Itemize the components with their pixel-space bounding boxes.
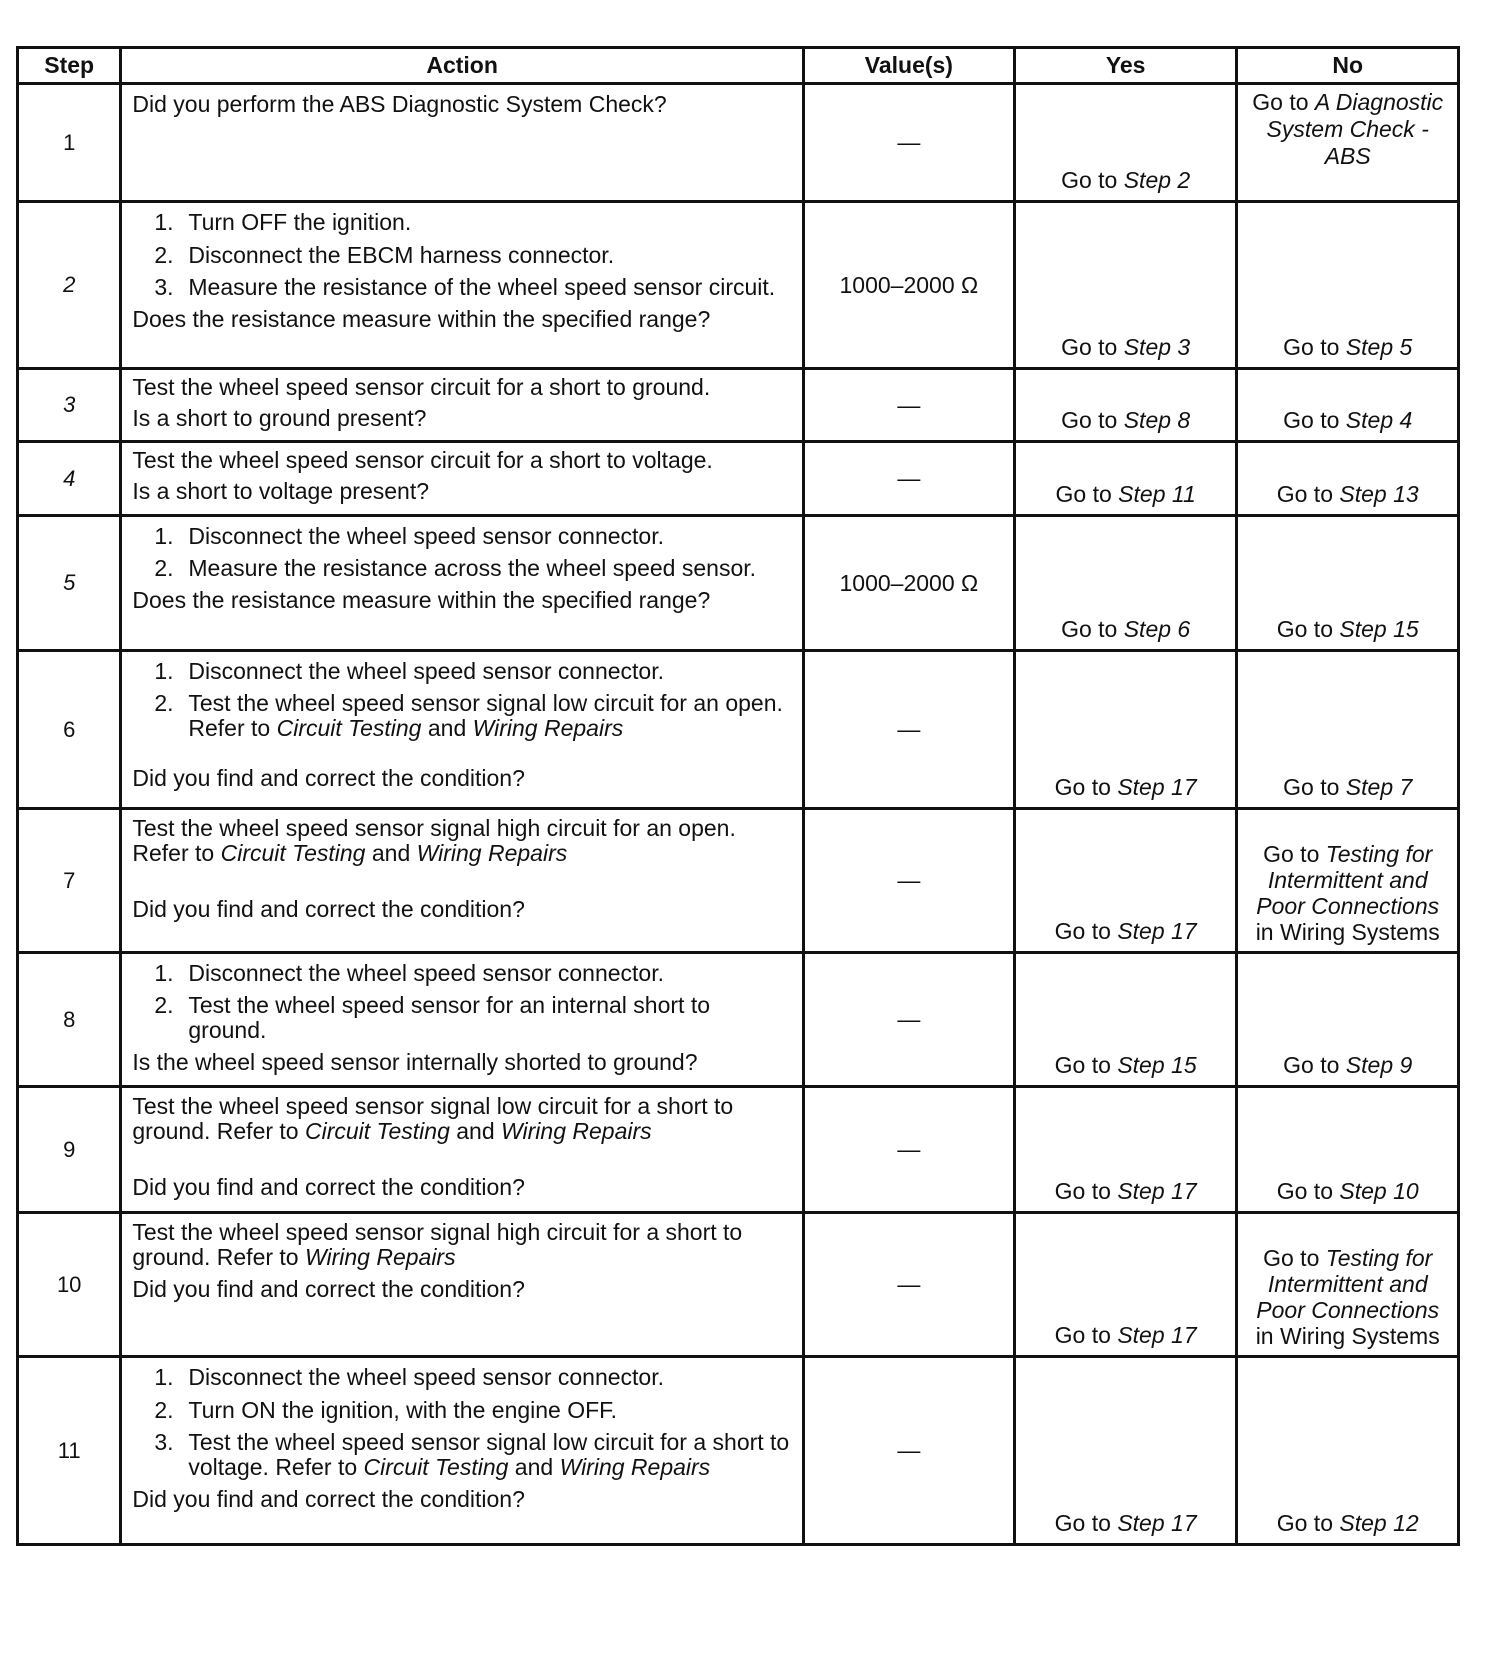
- reference-link[interactable]: Wiring Repairs: [304, 1244, 456, 1270]
- action-question: Does the resistance measure within the specified range?: [132, 306, 711, 332]
- action-cell: [121, 442, 804, 516]
- yes-prefix: Go to: [1054, 1322, 1111, 1348]
- reference-link[interactable]: Circuit Testing: [220, 840, 366, 866]
- action-question: Did you find and correct the condition?: [132, 1486, 525, 1512]
- action-text: Test the wheel speed sensor signal high circuit for an open. Refer to Circuit Testing and Wiring Repairs: [132, 815, 736, 866]
- no-cell: [1237, 1213, 1459, 1357]
- step-number: 2: [18, 202, 121, 369]
- table-row: [18, 516, 1459, 651]
- table-row: [18, 84, 1459, 202]
- header-yes: Yes: [1014, 48, 1237, 84]
- step-number: 4: [18, 442, 121, 516]
- no-cell: [1237, 84, 1459, 202]
- step-number: 6: [18, 651, 121, 809]
- header-no: No: [1237, 48, 1459, 84]
- yes-cell: [1014, 651, 1237, 809]
- yes-target: Step 2: [1123, 167, 1191, 193]
- no-target: Testing for Intermittent and Poor Connections: [1256, 1245, 1440, 1323]
- yes-cell: [1014, 84, 1237, 202]
- list-item: 2. Disconnect the EBCM harness connector.: [154, 242, 615, 268]
- no-target: Step 4: [1345, 407, 1413, 433]
- no-cell: [1237, 369, 1459, 442]
- action-text: Test the wheel speed sensor signal low circuit for an open. Refer to: [188, 690, 783, 741]
- list-item: 2. Measure the resistance across the wheel speed sensor.: [154, 555, 757, 581]
- yes-cell: [1014, 1357, 1237, 1545]
- no-prefix: Go to: [1283, 774, 1340, 800]
- yes-prefix: Go to: [1054, 774, 1111, 800]
- no-cell: [1237, 516, 1459, 651]
- reference-link[interactable]: Circuit Testing: [276, 715, 422, 741]
- yes-cell: [1014, 953, 1237, 1087]
- action-text: Test the wheel speed sensor signal low circuit for a short to ground. Refer to Circuit Testing and Wiring Repairs: [132, 1093, 734, 1144]
- no-prefix: Go to: [1276, 481, 1333, 507]
- list-item: 1. Disconnect the wheel speed sensor connector.: [154, 960, 664, 986]
- action-cell: [121, 1357, 804, 1545]
- action-cell: [121, 202, 804, 369]
- reference-link[interactable]: Wiring Repairs: [472, 715, 624, 741]
- no-prefix: Go to: [1276, 1510, 1333, 1536]
- yes-target: Step 17: [1117, 1178, 1197, 1204]
- action-cell: [121, 516, 804, 651]
- yes-target: Step 17: [1117, 774, 1197, 800]
- value-cell: —: [803, 369, 1014, 442]
- action-question: Is the wheel speed sensor internally shorted to ground?: [132, 1049, 698, 1075]
- no-cell: [1237, 442, 1459, 516]
- action-question: Did you find and correct the condition?: [132, 1174, 525, 1200]
- list-item: 2. Test the wheel speed sensor for an internal short to ground.: [154, 992, 711, 1043]
- yes-target: Step 11: [1118, 481, 1196, 507]
- no-target: A Diagnostic System Check - ABS: [1266, 89, 1444, 169]
- yes-cell: [1014, 202, 1237, 369]
- no-prefix: Go to: [1252, 89, 1309, 115]
- table-row: [18, 1357, 1459, 1545]
- list-item: 1. Disconnect the wheel speed sensor connector.: [154, 1364, 664, 1390]
- table-row: [18, 1213, 1459, 1357]
- action-text: Test the wheel speed sensor signal low circuit for a short to voltage. Refer to: [188, 1429, 790, 1480]
- action-question: Did you find and correct the condition?: [132, 765, 525, 791]
- table-row: [18, 651, 1459, 809]
- action-cell: [121, 1087, 804, 1213]
- yes-target: Step 17: [1117, 1510, 1197, 1536]
- action-text: Test the wheel speed sensor circuit for a short to ground.: [132, 374, 711, 400]
- list-item: 3. Test the wheel speed sensor signal low circuit for a short to voltage. Refer to Circuit Testing and Wiring Repairs: [154, 1429, 790, 1480]
- no-target: Step 13: [1339, 481, 1419, 507]
- header-values: Value(s): [803, 48, 1014, 84]
- yes-target: Step 6: [1123, 616, 1191, 642]
- action-question: Is a short to voltage present?: [132, 478, 429, 504]
- no-target: Step 15: [1339, 616, 1419, 642]
- no-target: Step 5: [1345, 334, 1413, 360]
- table-row: [18, 1087, 1459, 1213]
- yes-prefix: Go to: [1054, 1178, 1111, 1204]
- value-cell: —: [803, 1213, 1014, 1357]
- action-cell: [121, 953, 804, 1087]
- yes-target: Step 8: [1123, 407, 1191, 433]
- value-cell: —: [803, 953, 1014, 1087]
- yes-cell: [1014, 1213, 1237, 1357]
- no-cell: [1237, 1357, 1459, 1545]
- step-number: 9: [18, 1087, 121, 1213]
- value-cell: 1000–2000 Ω: [803, 202, 1014, 369]
- list-item: 1. Turn OFF the ignition.: [154, 209, 412, 235]
- reference-link[interactable]: Circuit Testing: [363, 1454, 509, 1480]
- action-cell: [121, 1213, 804, 1357]
- no-cell: [1237, 202, 1459, 369]
- yes-cell: [1014, 442, 1237, 516]
- step-number: 11: [18, 1357, 121, 1545]
- action-text: Test the wheel speed sensor signal high circuit for a short to ground. Refer to Wiring Repairs: [132, 1219, 743, 1270]
- list-item: 2. Turn ON the ignition, with the engine OFF.: [154, 1397, 618, 1423]
- step-number: 7: [18, 809, 121, 953]
- table-row: [18, 369, 1459, 442]
- yes-cell: [1014, 1087, 1237, 1213]
- yes-target: Step 17: [1117, 918, 1197, 944]
- no-cell: [1237, 651, 1459, 809]
- action-cell: [121, 651, 804, 809]
- value-cell: —: [803, 651, 1014, 809]
- no-target: Step 12: [1339, 1510, 1419, 1536]
- value-cell: —: [803, 1087, 1014, 1213]
- no-prefix: Go to: [1263, 841, 1320, 867]
- value-cell: —: [803, 809, 1014, 953]
- yes-prefix: Go to: [1055, 481, 1112, 507]
- list-item: 2. Test the wheel speed sensor signal low circuit for an open. Refer to Circuit Testing and Wiring Repairs: [154, 690, 783, 741]
- reference-link[interactable]: Wiring Repairs: [559, 1454, 711, 1480]
- step-number: 10: [18, 1213, 121, 1357]
- no-target: Step 10: [1339, 1178, 1419, 1204]
- value-cell: —: [803, 84, 1014, 202]
- yes-prefix: Go to: [1054, 918, 1111, 944]
- yes-target: Step 17: [1117, 1322, 1197, 1348]
- no-suffix: in Wiring Systems: [1255, 919, 1440, 945]
- no-suffix: in Wiring Systems: [1255, 1323, 1440, 1349]
- no-cell: [1237, 1087, 1459, 1213]
- header-step: Step: [18, 48, 121, 84]
- table-row: [18, 953, 1459, 1087]
- yes-prefix: Go to: [1054, 1052, 1111, 1078]
- table-row: [18, 809, 1459, 953]
- yes-cell: [1014, 516, 1237, 651]
- action-question: Is a short to ground present?: [132, 405, 427, 431]
- no-cell: [1237, 809, 1459, 953]
- header-action: Action: [121, 48, 804, 84]
- yes-target: Step 15: [1117, 1052, 1197, 1078]
- no-target: Step 7: [1345, 774, 1413, 800]
- no-cell: [1237, 953, 1459, 1087]
- yes-prefix: Go to: [1061, 616, 1118, 642]
- header-row: [18, 48, 1459, 84]
- no-prefix: Go to: [1283, 407, 1340, 433]
- action-cell: [121, 369, 804, 442]
- yes-target: Step 3: [1123, 334, 1191, 360]
- no-prefix: Go to: [1283, 1052, 1340, 1078]
- table-row: [18, 442, 1459, 516]
- table-row: [18, 202, 1459, 369]
- step-number: 1: [18, 84, 121, 202]
- value-cell: 1000–2000 Ω: [803, 516, 1014, 651]
- list-item: 3. Measure the resistance of the wheel speed sensor circuit.: [154, 274, 776, 300]
- value-cell: —: [803, 442, 1014, 516]
- list-item: 1. Disconnect the wheel speed sensor connector.: [154, 523, 664, 549]
- yes-prefix: Go to: [1061, 334, 1118, 360]
- yes-prefix: Go to: [1054, 1510, 1111, 1536]
- value-cell: —: [803, 1357, 1014, 1545]
- reference-link[interactable]: Circuit Testing: [304, 1118, 450, 1144]
- list-item: 1. Disconnect the wheel speed sensor connector.: [154, 658, 664, 684]
- action-question: Did you find and correct the condition?: [132, 896, 525, 922]
- diagnostic-table: [16, 46, 1460, 1546]
- action-cell: [121, 809, 804, 953]
- reference-link[interactable]: Wiring Repairs: [416, 840, 568, 866]
- no-prefix: Go to: [1276, 616, 1333, 642]
- step-number: 8: [18, 953, 121, 1087]
- step-number: 3: [18, 369, 121, 442]
- reference-link[interactable]: Wiring Repairs: [501, 1118, 652, 1144]
- action-text: Did you perform the ABS Diagnostic System Check?: [132, 91, 667, 117]
- yes-cell: [1014, 369, 1237, 442]
- yes-cell: [1014, 809, 1237, 953]
- yes-prefix: Go to: [1061, 407, 1118, 433]
- no-target: Testing for Intermittent and Poor Connections: [1256, 841, 1440, 919]
- step-number: 5: [18, 516, 121, 651]
- action-question: Does the resistance measure within the specified range?: [132, 587, 711, 613]
- yes-prefix: Go to: [1061, 167, 1118, 193]
- no-prefix: Go to: [1263, 1245, 1320, 1271]
- action-cell: [121, 84, 804, 202]
- action-text: Test the wheel speed sensor circuit for a short to voltage.: [132, 447, 713, 473]
- no-prefix: Go to: [1276, 1178, 1333, 1204]
- no-prefix: Go to: [1283, 334, 1340, 360]
- no-target: Step 9: [1345, 1052, 1413, 1078]
- action-question: Did you find and correct the condition?: [132, 1276, 525, 1302]
